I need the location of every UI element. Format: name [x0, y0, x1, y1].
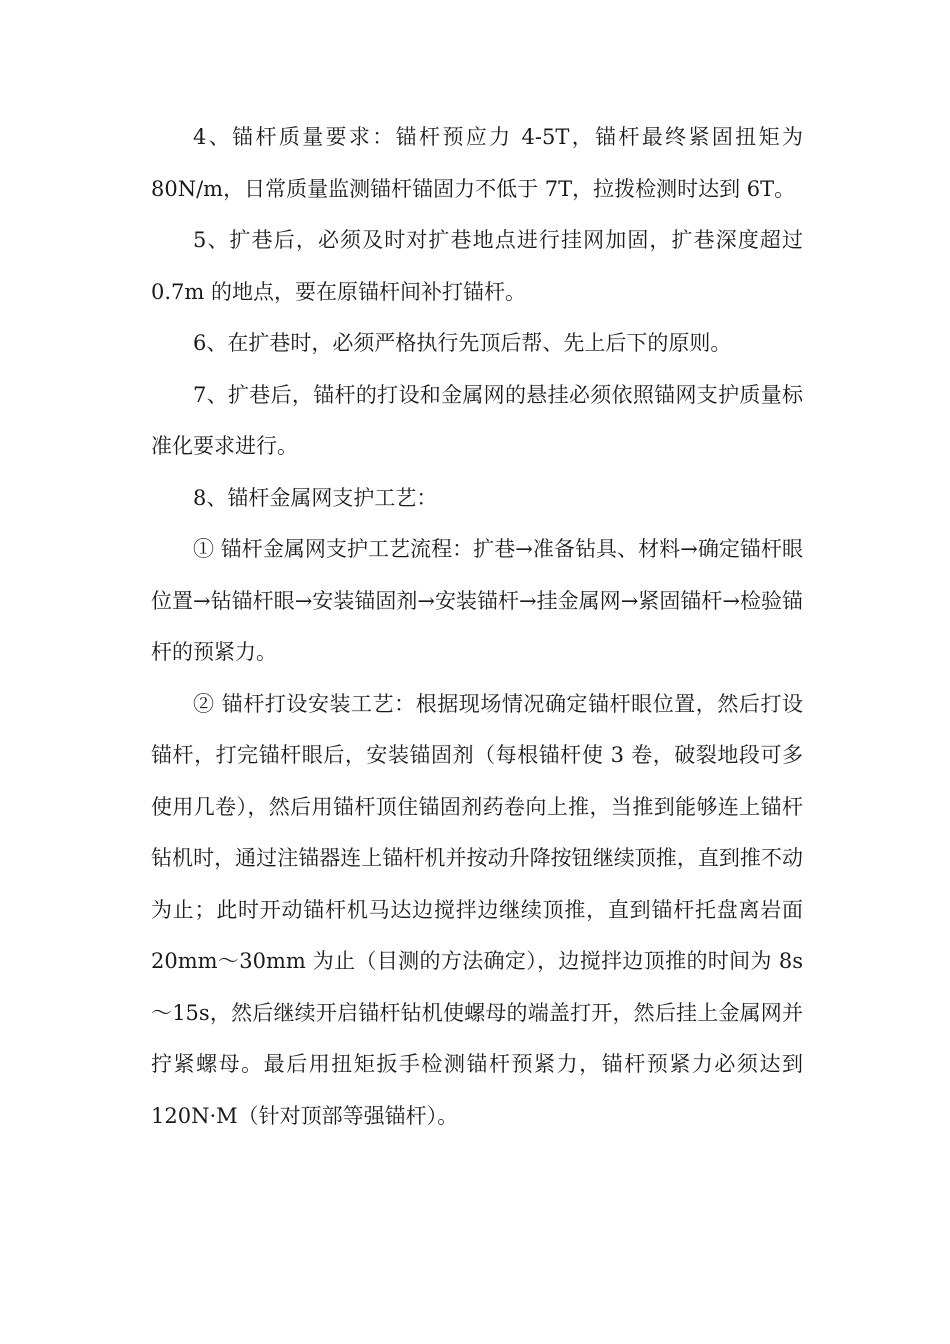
paragraph-reinforcement: 5、扩巷后，必须及时对扩巷地点进行挂网加固，扩巷深度超过 0.7m 的地点，要在原锚杆间补打锚杆。 — [151, 228, 803, 304]
paragraph-anchor-quality: 4、锚杆质量要求：锚杆预应力 4-5T，锚杆最终紧固扭矩为 80N/m，日常质量监测锚杆锚固力不低于 7T，拉拨检测时达到 6T。 — [151, 125, 803, 201]
paragraph-process-heading: 8、锚杆金属网支护工艺： — [193, 485, 438, 510]
paragraph-installation: ② 锚杆打设安装工艺：根据现场情况确定锚杆眼位置，然后打设锚杆，打完锚杆眼后，安装锚固剂（每根锚杆使 3 卷，破裂地段可多使用几卷），然后用锚杆顶住锚固剂药卷向上推，当推到能够连上锚杆钻机时，通过注锚器连上锚杆机并按动升降按钮继续顶推，直到推不动为止；此时开动锚杆机马达边搅拌边继续顶推，直到锚杆托盘离岩面 20mm～30mm 为止（目测的方法确定），边搅拌边顶推的时间为 8s～15s，然后继续开启锚杆钻机使螺母的端盖打开，然后挂上金属网并拧紧螺母。最后用扭矩扳手检测锚杆预紧力，锚杆预紧力必须达到 120N·M（针对顶部等强锚杆）。 — [151, 691, 803, 1128]
paragraph-standard: 7、扩巷后，锚杆的打设和金属网的悬挂必须依照锚网支护质量标准化要求进行。 — [151, 382, 803, 458]
paragraph-principle: 6、在扩巷时，必须严格执行先顶后帮、先上后下的原则。 — [193, 331, 732, 355]
document-body — [151, 112, 803, 1142]
paragraph-process-flow: ① 锚杆金属网支护工艺流程：扩巷→准备钻具、材料→确定锚杆眼位置→钻锚杆眼→安装锚固剂→安装锚杆→挂金属网→紧固锚杆→检验锚杆的预紧力。 — [151, 537, 803, 664]
